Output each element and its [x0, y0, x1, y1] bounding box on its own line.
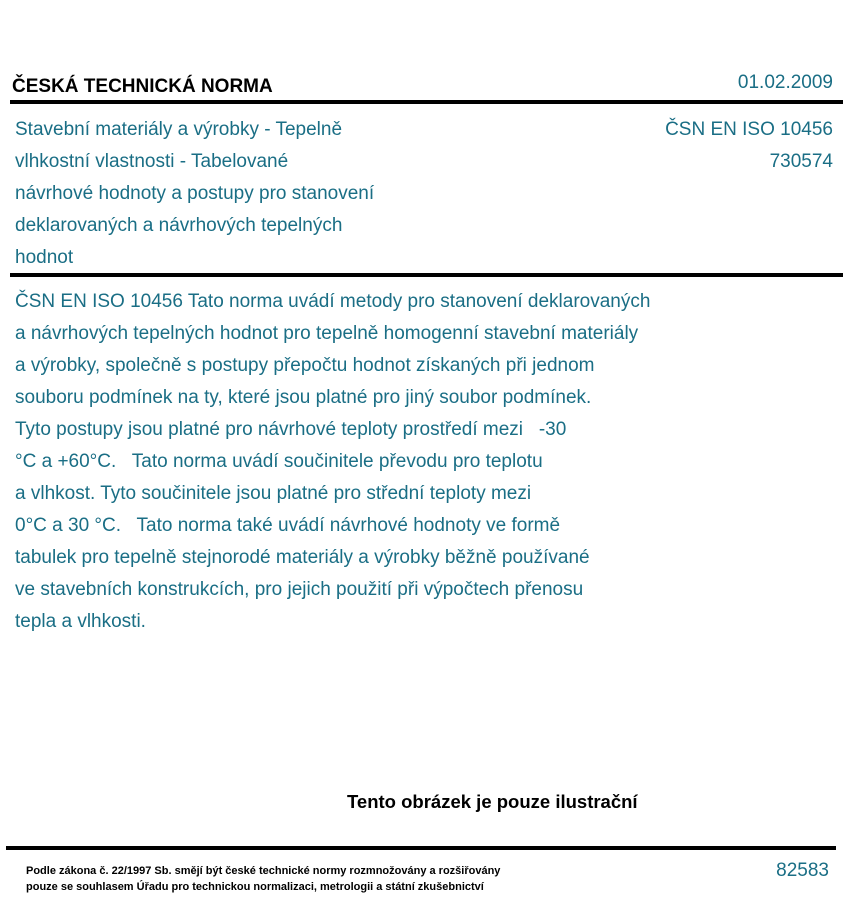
standard-title-line: návrhové hodnoty a postupy pro stanovení	[15, 183, 375, 204]
abstract-line: souboru podmínek na ty, které jsou platné pro jiný soubor podmínek.	[15, 387, 592, 408]
abstract-line: °C a +60°C. Tato norma uvádí součinitele převodu pro teplotu	[15, 451, 543, 472]
header-title: ČESKÁ TECHNICKÁ NORMA	[12, 76, 273, 97]
illustration-note: Tento obrázek je pouze ilustrační	[347, 791, 638, 812]
catalog-number: 82583	[776, 860, 829, 881]
abstract-line: a výrobky, společně s postupy přepočtu hodnot získaných při jednom	[15, 355, 595, 376]
abstract-line: tabulek pro tepelně stejnorodé materiály a výrobky běžně používané	[15, 547, 590, 568]
abstract-line: a návrhových tepelných hodnot pro tepelně homogenní stavební materiály	[15, 323, 639, 344]
abstract-line: 0°C a 30 °C. Tato norma také uvádí návrhové hodnoty ve formě	[15, 515, 561, 536]
publication-date: 01.02.2009	[737, 72, 833, 93]
abstract-line: a vlhkost. Tyto součinitele jsou platné pro střední teploty mezi	[15, 483, 532, 504]
footer-divider	[6, 846, 836, 850]
standard-title-line: hodnot	[15, 247, 74, 268]
class-number: 730574	[769, 151, 833, 172]
abstract-line: ČSN EN ISO 10456 Tato norma uvádí metody pro stanovení deklarovaných	[15, 291, 651, 312]
header-divider	[10, 100, 843, 104]
standard-code: ČSN EN ISO 10456	[665, 119, 833, 140]
standard-title	[15, 114, 455, 274]
abstract-line: tepla a vlhkosti.	[15, 611, 146, 632]
title-divider	[10, 273, 843, 277]
abstract-line: Tyto postupy jsou platné pro návrhové teploty prostředí mezi -30	[15, 419, 567, 440]
standard-identifiers	[665, 114, 833, 178]
standard-title-line: Stavební materiály a výrobky - Tepelně	[15, 119, 343, 140]
footer-legal-notice	[26, 863, 500, 895]
standard-title-line: deklarovaných a návrhových tepelných	[15, 215, 343, 236]
abstract-line: ve stavebních konstrukcích, pro jejich použití při výpočtech přenosu	[15, 579, 584, 600]
standard-title-line: vlhkostní vlastnosti - Tabelované	[15, 151, 289, 172]
footer-legal-line: pouze se souhlasem Úřadu pro technickou normalizaci, metrologii a státní zkušebnictví	[26, 881, 484, 893]
footer-legal-line: Podle zákona č. 22/1997 Sb. smějí být české technické normy rozmnožovány a rozšiřovány	[26, 865, 501, 877]
abstract-text	[15, 286, 775, 638]
